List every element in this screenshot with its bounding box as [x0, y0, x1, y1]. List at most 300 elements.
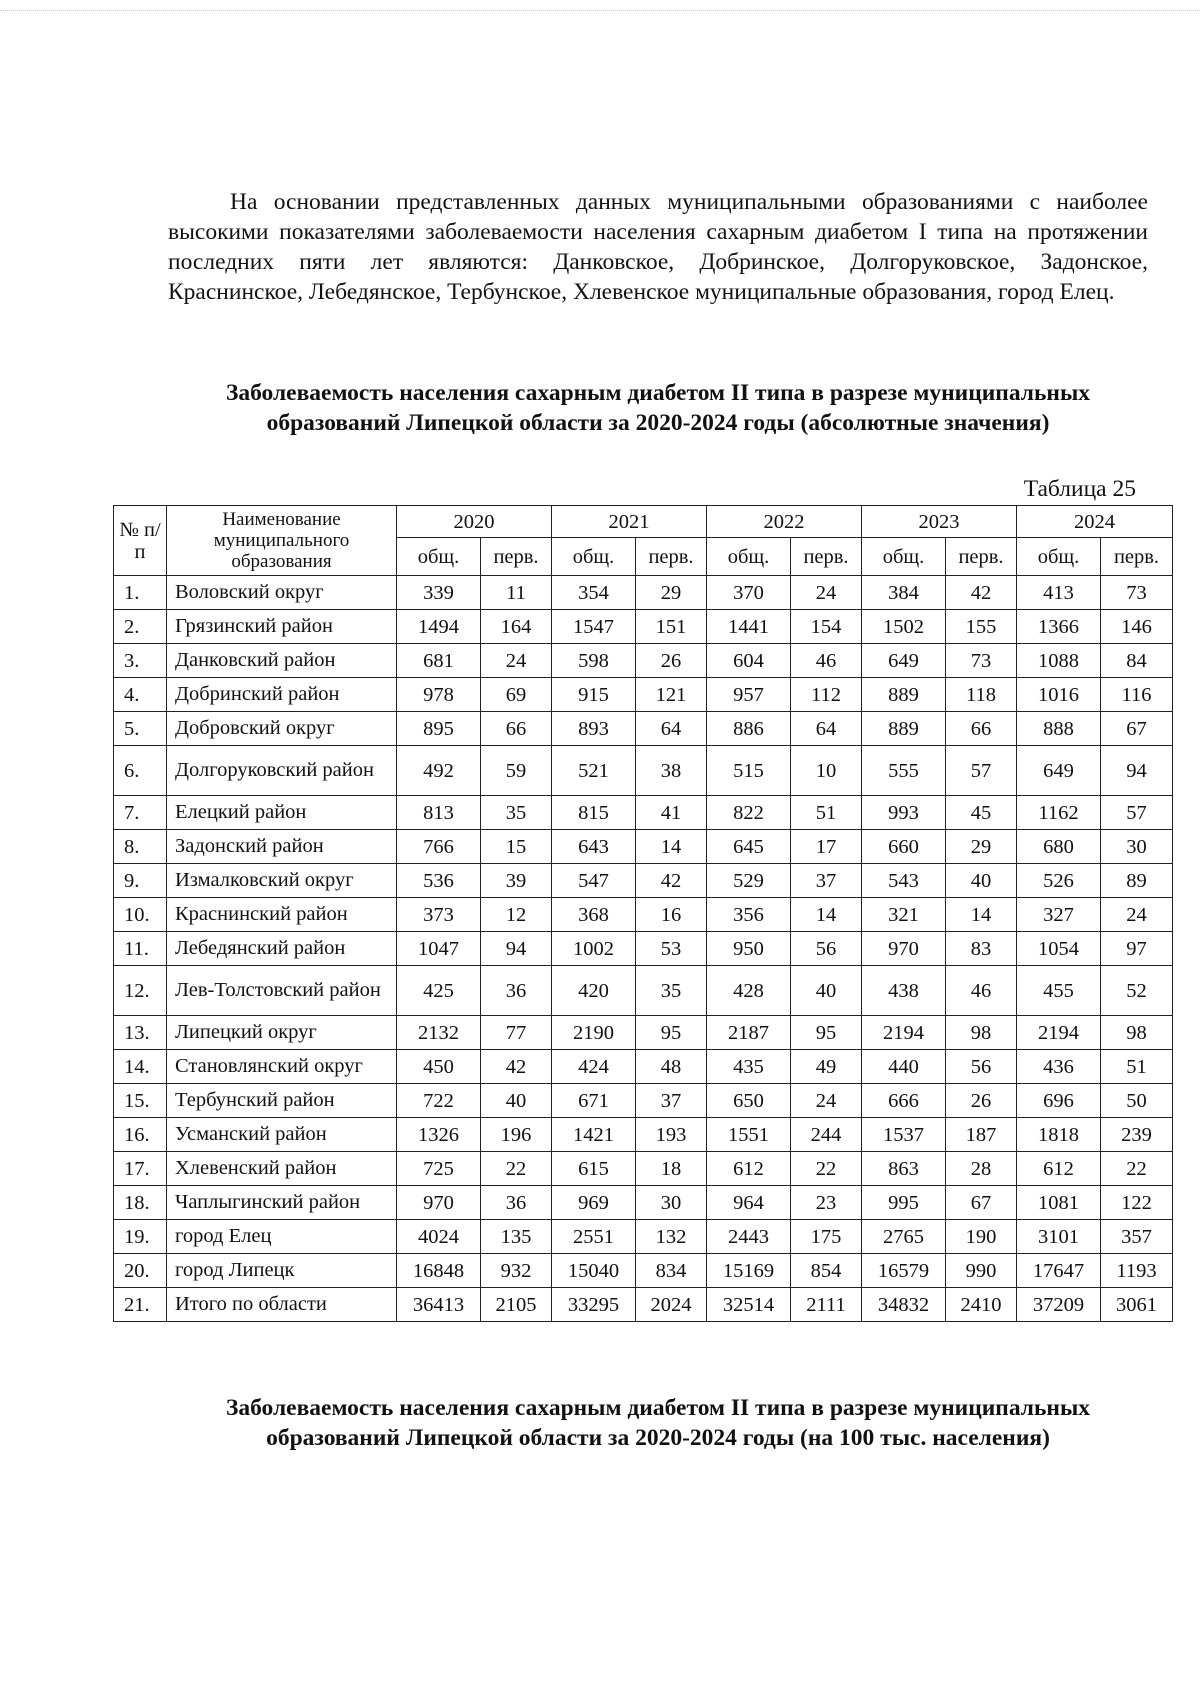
table-row	[114, 1288, 1173, 1322]
header-total: общ.	[862, 538, 946, 576]
cell-first: 73	[1101, 576, 1173, 610]
cell-first: 40	[481, 1084, 552, 1118]
row-name: Краснинский район	[167, 898, 397, 932]
row-number: 17.	[114, 1152, 167, 1186]
cell-first: 14	[636, 830, 707, 864]
cell-total: 515	[707, 746, 791, 796]
cell-first: 35	[481, 796, 552, 830]
cell-total: 1002	[552, 932, 636, 966]
row-name: Елецкий район	[167, 796, 397, 830]
cell-first: 51	[791, 796, 862, 830]
row-number: 1.	[114, 576, 167, 610]
cell-first: 95	[636, 1016, 707, 1050]
table-row	[114, 746, 1173, 796]
heading-line: Заболеваемость населения сахарным диабетом II типа в разрезе муниципальных	[225, 1395, 1091, 1421]
cell-total: 536	[397, 864, 481, 898]
row-number: 14.	[114, 1050, 167, 1084]
cell-total: 993	[862, 796, 946, 830]
cell-first: 990	[946, 1254, 1017, 1288]
header-first: перв.	[791, 538, 862, 576]
cell-total: 1494	[397, 610, 481, 644]
cell-total: 356	[707, 898, 791, 932]
cell-total: 529	[707, 864, 791, 898]
cell-total: 1502	[862, 610, 946, 644]
cell-first: 42	[636, 864, 707, 898]
cell-first: 2024	[636, 1288, 707, 1322]
cell-total: 680	[1017, 830, 1101, 864]
cell-first: 155	[946, 610, 1017, 644]
cell-total: 436	[1017, 1050, 1101, 1084]
cell-total: 1326	[397, 1118, 481, 1152]
cell-first: 22	[791, 1152, 862, 1186]
cell-total: 15040	[552, 1254, 636, 1288]
table-row	[114, 966, 1173, 1016]
row-number: 19.	[114, 1220, 167, 1254]
cell-first: 89	[1101, 864, 1173, 898]
cell-total: 455	[1017, 966, 1101, 1016]
cell-total: 555	[862, 746, 946, 796]
cell-first: 146	[1101, 610, 1173, 644]
table-row	[114, 644, 1173, 678]
cell-total: 649	[862, 644, 946, 678]
row-name: Тербунский район	[167, 1084, 397, 1118]
header-total: общ.	[397, 538, 481, 576]
row-name: Данковский район	[167, 644, 397, 678]
cell-total: 425	[397, 966, 481, 1016]
cell-first: 37	[636, 1084, 707, 1118]
cell-total: 1547	[552, 610, 636, 644]
cell-total: 37209	[1017, 1288, 1101, 1322]
cell-first: 83	[946, 932, 1017, 966]
cell-total: 2194	[862, 1016, 946, 1050]
cell-total: 1081	[1017, 1186, 1101, 1220]
header-total: общ.	[1017, 538, 1101, 576]
cell-total: 1366	[1017, 610, 1101, 644]
cell-first: 12	[481, 898, 552, 932]
cell-total: 649	[1017, 746, 1101, 796]
cell-first: 175	[791, 1220, 862, 1254]
cell-total: 15169	[707, 1254, 791, 1288]
row-name: Задонский район	[167, 830, 397, 864]
cell-total: 526	[1017, 864, 1101, 898]
cell-first: 37	[791, 864, 862, 898]
cell-first: 51	[1101, 1050, 1173, 1084]
row-name: Чаплыгинский район	[167, 1186, 397, 1220]
cell-first: 151	[636, 610, 707, 644]
row-name: Итого по области	[167, 1288, 397, 1322]
table-row	[114, 1118, 1173, 1152]
cell-total: 2443	[707, 1220, 791, 1254]
cell-first: 35	[636, 966, 707, 1016]
cell-total: 886	[707, 712, 791, 746]
header-first: перв.	[481, 538, 552, 576]
cell-first: 66	[481, 712, 552, 746]
table-row	[114, 678, 1173, 712]
row-number: 4.	[114, 678, 167, 712]
table-row	[114, 864, 1173, 898]
row-name: Хлевенский район	[167, 1152, 397, 1186]
row-name: город Елец	[167, 1220, 397, 1254]
cell-first: 135	[481, 1220, 552, 1254]
cell-total: 895	[397, 712, 481, 746]
cell-total: 16848	[397, 1254, 481, 1288]
cell-total: 889	[862, 712, 946, 746]
row-number: 9.	[114, 864, 167, 898]
cell-first: 17	[791, 830, 862, 864]
table-heading-absolute	[168, 378, 1148, 438]
cell-first: 16	[636, 898, 707, 932]
cell-total: 339	[397, 576, 481, 610]
cell-first: 22	[1101, 1152, 1173, 1186]
cell-first: 24	[1101, 898, 1173, 932]
cell-total: 766	[397, 830, 481, 864]
heading-line: образований Липецкой области за 2020-2024 годы (на 100 тыс. населения)	[266, 1425, 1050, 1451]
cell-first: 42	[946, 576, 1017, 610]
row-number: 3.	[114, 644, 167, 678]
cell-total: 889	[862, 678, 946, 712]
cell-total: 420	[552, 966, 636, 1016]
row-name: город Липецк	[167, 1254, 397, 1288]
cell-first: 77	[481, 1016, 552, 1050]
header-first: перв.	[946, 538, 1017, 576]
cell-total: 413	[1017, 576, 1101, 610]
row-name: Лебедянский район	[167, 932, 397, 966]
heading-line: Заболеваемость населения сахарным диабетом II типа в разрезе муниципальных	[225, 380, 1091, 406]
row-number: 16.	[114, 1118, 167, 1152]
header-total: общ.	[552, 538, 636, 576]
cell-first: 26	[946, 1084, 1017, 1118]
cell-first: 244	[791, 1118, 862, 1152]
cell-total: 598	[552, 644, 636, 678]
cell-total: 888	[1017, 712, 1101, 746]
cell-first: 2410	[946, 1288, 1017, 1322]
cell-total: 34832	[862, 1288, 946, 1322]
row-number: 12.	[114, 966, 167, 1016]
cell-total: 2551	[552, 1220, 636, 1254]
cell-total: 1421	[552, 1118, 636, 1152]
cell-first: 56	[946, 1050, 1017, 1084]
cell-total: 2190	[552, 1016, 636, 1050]
cell-first: 22	[481, 1152, 552, 1186]
cell-first: 40	[791, 966, 862, 1016]
table-row	[114, 576, 1173, 610]
cell-first: 834	[636, 1254, 707, 1288]
cell-total: 722	[397, 1084, 481, 1118]
cell-first: 193	[636, 1118, 707, 1152]
cell-total: 666	[862, 1084, 946, 1118]
table-row	[114, 1050, 1173, 1084]
cell-first: 67	[946, 1186, 1017, 1220]
cell-first: 48	[636, 1050, 707, 1084]
cell-first: 1193	[1101, 1254, 1173, 1288]
cell-total: 696	[1017, 1084, 1101, 1118]
cell-first: 36	[481, 1186, 552, 1220]
cell-first: 116	[1101, 678, 1173, 712]
cell-first: 53	[636, 932, 707, 966]
table-row	[114, 1084, 1173, 1118]
cell-first: 10	[791, 746, 862, 796]
cell-first: 64	[636, 712, 707, 746]
header-name: Наименование муниципального образования	[167, 506, 397, 576]
cell-first: 122	[1101, 1186, 1173, 1220]
cell-total: 1162	[1017, 796, 1101, 830]
cell-first: 56	[791, 932, 862, 966]
header-year: 2023	[862, 506, 1017, 538]
cell-total: 1441	[707, 610, 791, 644]
row-name: Лев-Толстовский район	[167, 966, 397, 1016]
row-number: 5.	[114, 712, 167, 746]
cell-first: 112	[791, 678, 862, 712]
cell-first: 26	[636, 644, 707, 678]
row-name: Добринский район	[167, 678, 397, 712]
table-row	[114, 830, 1173, 864]
table-heading-per-100k	[168, 1393, 1148, 1453]
cell-first: 190	[946, 1220, 1017, 1254]
cell-total: 450	[397, 1050, 481, 1084]
cell-first: 30	[636, 1186, 707, 1220]
row-name: Усманский район	[167, 1118, 397, 1152]
cell-total: 368	[552, 898, 636, 932]
cell-first: 2111	[791, 1288, 862, 1322]
cell-total: 822	[707, 796, 791, 830]
row-name: Становлянский округ	[167, 1050, 397, 1084]
cell-total: 438	[862, 966, 946, 1016]
cell-first: 64	[791, 712, 862, 746]
cell-first: 98	[1101, 1016, 1173, 1050]
cell-total: 547	[552, 864, 636, 898]
cell-first: 932	[481, 1254, 552, 1288]
cell-first: 69	[481, 678, 552, 712]
cell-total: 1054	[1017, 932, 1101, 966]
cell-first: 50	[1101, 1084, 1173, 1118]
cell-first: 23	[791, 1186, 862, 1220]
cell-first: 18	[636, 1152, 707, 1186]
cell-first: 187	[946, 1118, 1017, 1152]
cell-total: 863	[862, 1152, 946, 1186]
row-number: 11.	[114, 932, 167, 966]
cell-first: 39	[481, 864, 552, 898]
row-name: Добровский округ	[167, 712, 397, 746]
cell-first: 14	[946, 898, 1017, 932]
cell-first: 24	[791, 576, 862, 610]
cell-total: 645	[707, 830, 791, 864]
cell-total: 2132	[397, 1016, 481, 1050]
cell-first: 41	[636, 796, 707, 830]
cell-total: 915	[552, 678, 636, 712]
cell-first: 29	[946, 830, 1017, 864]
cell-total: 650	[707, 1084, 791, 1118]
row-number: 13.	[114, 1016, 167, 1050]
table-row	[114, 1186, 1173, 1220]
cell-total: 492	[397, 746, 481, 796]
cell-total: 995	[862, 1186, 946, 1220]
cell-first: 40	[946, 864, 1017, 898]
table-row	[114, 796, 1173, 830]
row-number: 15.	[114, 1084, 167, 1118]
cell-total: 17647	[1017, 1254, 1101, 1288]
cell-total: 2765	[862, 1220, 946, 1254]
cell-total: 1818	[1017, 1118, 1101, 1152]
cell-first: 239	[1101, 1118, 1173, 1152]
cell-first: 11	[481, 576, 552, 610]
header-total: общ.	[707, 538, 791, 576]
cell-first: 57	[946, 746, 1017, 796]
cell-first: 2105	[481, 1288, 552, 1322]
cell-total: 612	[1017, 1152, 1101, 1186]
cell-first: 121	[636, 678, 707, 712]
cell-total: 4024	[397, 1220, 481, 1254]
cell-first: 132	[636, 1220, 707, 1254]
cell-first: 57	[1101, 796, 1173, 830]
cell-first: 154	[791, 610, 862, 644]
cell-first: 196	[481, 1118, 552, 1152]
cell-total: 1537	[862, 1118, 946, 1152]
table-row	[114, 898, 1173, 932]
cell-first: 24	[481, 644, 552, 678]
cell-first: 73	[946, 644, 1017, 678]
header-year: 2022	[707, 506, 862, 538]
cell-total: 327	[1017, 898, 1101, 932]
scan-top-edge	[0, 10, 1200, 11]
table-row	[114, 1016, 1173, 1050]
row-number: 10.	[114, 898, 167, 932]
header-year: 2024	[1017, 506, 1173, 538]
header-year: 2020	[397, 506, 552, 538]
cell-first: 3061	[1101, 1288, 1173, 1322]
table-body	[114, 576, 1173, 1322]
cell-first: 94	[481, 932, 552, 966]
cell-total: 893	[552, 712, 636, 746]
cell-total: 615	[552, 1152, 636, 1186]
cell-first: 357	[1101, 1220, 1173, 1254]
cell-first: 46	[946, 966, 1017, 1016]
table-row	[114, 932, 1173, 966]
row-number: 20.	[114, 1254, 167, 1288]
cell-total: 957	[707, 678, 791, 712]
cell-first: 95	[791, 1016, 862, 1050]
cell-total: 643	[552, 830, 636, 864]
cell-first: 164	[481, 610, 552, 644]
cell-total: 1016	[1017, 678, 1101, 712]
cell-first: 46	[791, 644, 862, 678]
cell-total: 543	[862, 864, 946, 898]
row-name: Измалковский округ	[167, 864, 397, 898]
cell-total: 1047	[397, 932, 481, 966]
cell-first: 36	[481, 966, 552, 1016]
cell-total: 521	[552, 746, 636, 796]
cell-total: 950	[707, 932, 791, 966]
header-first: перв.	[636, 538, 707, 576]
cell-total: 681	[397, 644, 481, 678]
row-number: 18.	[114, 1186, 167, 1220]
cell-first: 15	[481, 830, 552, 864]
table-row	[114, 610, 1173, 644]
cell-first: 52	[1101, 966, 1173, 1016]
cell-total: 3101	[1017, 1220, 1101, 1254]
cell-total: 970	[397, 1186, 481, 1220]
row-name: Грязинский район	[167, 610, 397, 644]
cell-first: 45	[946, 796, 1017, 830]
row-number: 8.	[114, 830, 167, 864]
cell-total: 435	[707, 1050, 791, 1084]
row-name: Долгоруковский район	[167, 746, 397, 796]
cell-total: 815	[552, 796, 636, 830]
cell-total: 964	[707, 1186, 791, 1220]
table-row	[114, 1152, 1173, 1186]
cell-total: 33295	[552, 1288, 636, 1322]
row-number: 21.	[114, 1288, 167, 1322]
heading-line: образований Липецкой области за 2020-2024 годы (абсолютные значения)	[266, 410, 1050, 436]
cell-total: 384	[862, 576, 946, 610]
cell-first: 24	[791, 1084, 862, 1118]
cell-first: 30	[1101, 830, 1173, 864]
row-number: 6.	[114, 746, 167, 796]
cell-first: 38	[636, 746, 707, 796]
cell-first: 98	[946, 1016, 1017, 1050]
cell-total: 970	[862, 932, 946, 966]
cell-total: 16579	[862, 1254, 946, 1288]
cell-first: 84	[1101, 644, 1173, 678]
cell-total: 813	[397, 796, 481, 830]
cell-total: 1551	[707, 1118, 791, 1152]
cell-first: 28	[946, 1152, 1017, 1186]
cell-total: 428	[707, 966, 791, 1016]
cell-total: 370	[707, 576, 791, 610]
intro-paragraph: На основании представленных данных муниципальными образованиями с наиболее высокими показателями заболеваемости населения сахарным диабетом I типа на протяжении последних пяти лет являются: Данковское, Добринское, Долгоруковское, Задонское, Краснинское, Лебедянское, Тербунское, Хлевенское муниципальные образования, город Елец.	[168, 189, 1148, 305]
cell-first: 67	[1101, 712, 1173, 746]
cell-total: 725	[397, 1152, 481, 1186]
header-first: перв.	[1101, 538, 1173, 576]
cell-total: 660	[862, 830, 946, 864]
incidence-table	[113, 505, 1173, 1322]
cell-total: 2187	[707, 1016, 791, 1050]
cell-total: 440	[862, 1050, 946, 1084]
cell-first: 854	[791, 1254, 862, 1288]
cell-total: 354	[552, 576, 636, 610]
table-row	[114, 1220, 1173, 1254]
cell-total: 373	[397, 898, 481, 932]
row-number: 2.	[114, 610, 167, 644]
cell-first: 118	[946, 678, 1017, 712]
table-number: Таблица 25	[1023, 476, 1136, 502]
cell-total: 32514	[707, 1288, 791, 1322]
row-name: Воловский округ	[167, 576, 397, 610]
cell-total: 321	[862, 898, 946, 932]
cell-first: 29	[636, 576, 707, 610]
cell-total: 2194	[1017, 1016, 1101, 1050]
cell-first: 66	[946, 712, 1017, 746]
cell-first: 49	[791, 1050, 862, 1084]
header-number: № п/п	[114, 506, 167, 576]
cell-total: 1088	[1017, 644, 1101, 678]
cell-first: 14	[791, 898, 862, 932]
cell-total: 424	[552, 1050, 636, 1084]
cell-total: 978	[397, 678, 481, 712]
row-number: 7.	[114, 796, 167, 830]
table-row	[114, 712, 1173, 746]
cell-total: 969	[552, 1186, 636, 1220]
cell-first: 59	[481, 746, 552, 796]
table-row	[114, 1254, 1173, 1288]
cell-total: 604	[707, 644, 791, 678]
cell-first: 94	[1101, 746, 1173, 796]
cell-total: 36413	[397, 1288, 481, 1322]
cell-total: 671	[552, 1084, 636, 1118]
row-name: Липецкий округ	[167, 1016, 397, 1050]
header-year: 2021	[552, 506, 707, 538]
cell-first: 42	[481, 1050, 552, 1084]
cell-total: 612	[707, 1152, 791, 1186]
